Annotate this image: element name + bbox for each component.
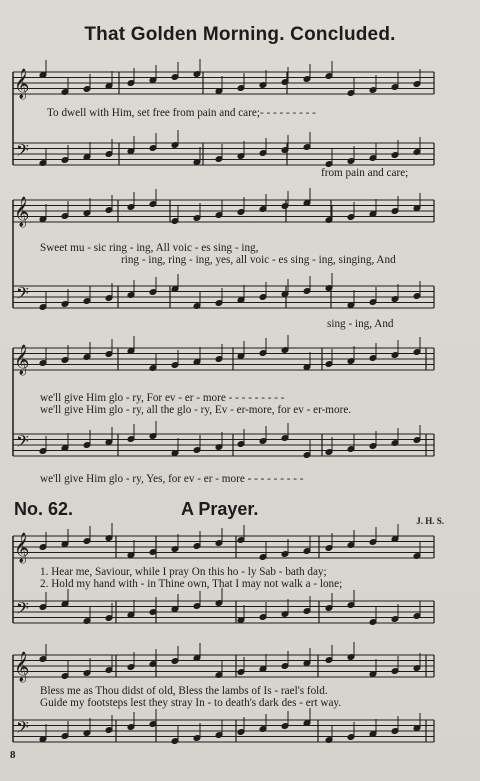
lyrics-line: ring - ing, ring - ing, yes, all voic - es sing - ing, singing, And [121,254,396,266]
treble-clef-icon: 𝄞 [14,69,30,99]
lyrics-line: sing - ing, And [327,318,394,330]
lyrics-line: we'll give Him glo - ry, Yes, for ev - er - more - - - - - - - - - [40,473,304,485]
treble-clef-icon: 𝄞 [14,345,30,375]
lyrics-line: we'll give Him glo - ry, all the glo - ry, Ev - er-more, for ev - er-more. [40,404,352,416]
lyrics-line: 1. Hear me, Saviour, while I pray On this ho - ly Sab - bath day; [40,566,327,578]
lyrics-line: we'll give Him glo - ry, For ev - er - more - - - - - - - - - [40,392,285,404]
song-title: That Golden Morning. Concluded. [84,24,396,45]
bass-clef-icon: 𝄢 [16,283,29,307]
lyrics-line: from pain and care; [321,167,409,179]
composer-credit: J. H. S. [416,516,444,526]
hymn-number: No. 62. [14,499,74,519]
page-number: 8 [10,749,16,761]
treble-clef-icon: 𝄞 [14,533,30,563]
bass-clef-icon: 𝄢 [16,598,29,622]
treble-clef-icon: 𝄞 [14,197,30,227]
treble-clef-icon: 𝄞 [14,652,30,682]
lyrics-line: Sweet mu - sic ring - ing, All voic - es sing - ing, [40,242,259,254]
lyrics-line: To dwell with Him, set free from pain and care;- - - - - - - - - [47,107,316,119]
bass-clef-icon: 𝄢 [16,717,29,741]
bass-clef-icon: 𝄢 [16,431,29,455]
lyrics-line: Guide my footsteps lest they stray In - to death's dark des - ert way. [40,697,342,709]
lyrics-line: 2. Hold my hand with - in Thine own, That I may not walk a - lone; [40,578,343,590]
lyrics-line: Bless me as Thou didst of old, Bless the lambs of Is - rael's fold. [40,685,328,697]
hymn-title: A Prayer. [181,499,259,519]
bass-clef-icon: 𝄢 [16,140,29,164]
